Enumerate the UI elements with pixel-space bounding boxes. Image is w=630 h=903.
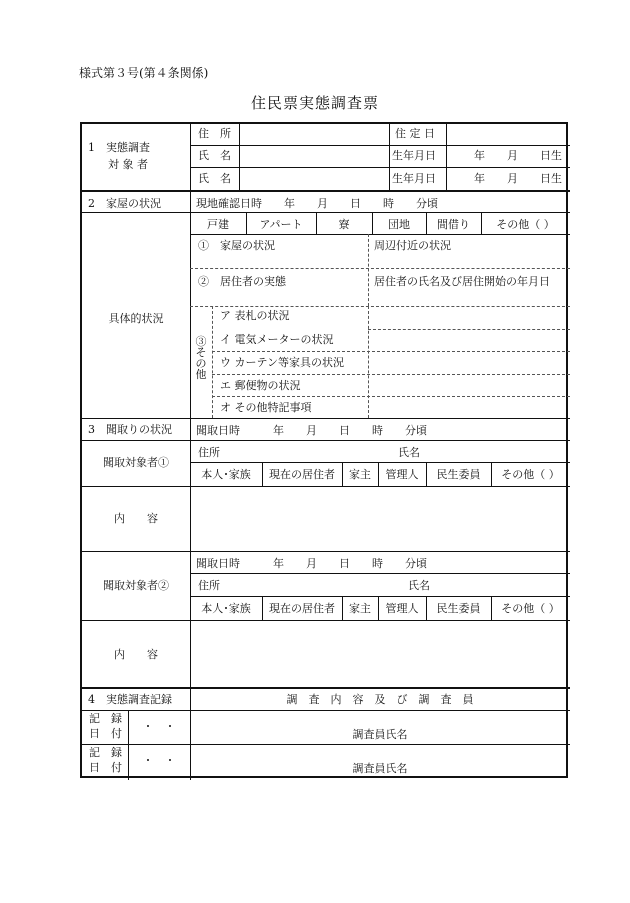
investigator-name-label-1: 調査員氏名	[352, 728, 408, 741]
record-date-2: ・ ・	[142, 754, 176, 767]
relation2-landlord: 家主	[349, 602, 371, 615]
birth-date-ymd-1: 年 月 日生	[474, 149, 562, 162]
other-item-special-notes: オ その他特記事項	[220, 401, 312, 414]
surroundings-label: 周辺付近の状況	[374, 239, 451, 252]
section4-header: 調 査 内 容 及 び 調 査 員	[286, 693, 474, 706]
investigator-name-label-2: 調査員氏名	[352, 762, 408, 775]
section4-title: 4 実態調査記録	[88, 693, 172, 706]
relation1-welfare-commissioner: 民生委員	[436, 468, 481, 481]
interview-target-2-label: 聞取対象者②	[103, 579, 169, 592]
name-label-2: 氏 名	[198, 172, 231, 185]
relation1-current-resident: 現在の居住者	[269, 468, 335, 481]
document-title: 住民票実態調査票	[250, 94, 379, 112]
date-label-1: 日 付	[89, 727, 122, 740]
site-confirmation-datetime: 現地確認日時 年 月 日 時 分頃	[196, 197, 438, 210]
survey-form-table	[80, 122, 568, 778]
house-type-other: その他（ ）	[496, 218, 555, 231]
relation1-landlord: 家主	[349, 468, 371, 481]
house-type-room-rental: 間借り	[437, 218, 470, 231]
interview1-datetime: 聞取日時 年 月 日 時 分頃	[196, 424, 427, 437]
house-type-dormitory: 寮	[338, 218, 350, 231]
date-label-2: 日 付	[89, 761, 122, 774]
house-type-apartment: アパート	[259, 218, 303, 231]
relation2-self-family: 本人･家族	[201, 602, 251, 615]
form-number-label: 様式第３号(第４条関係)	[79, 66, 209, 80]
specific-situation-label: 具体的状況	[108, 312, 164, 325]
other-item-nameplate: ア 表札の状況	[220, 309, 290, 322]
house-condition-label: ① 家屋の状況	[198, 239, 275, 252]
move-in-date-label: 住 定 日	[395, 127, 435, 140]
interview2-address-label: 住所	[198, 579, 220, 592]
record-label-1: 記 録	[89, 712, 122, 725]
relation2-other: その他（ ）	[501, 602, 560, 615]
section3-title: 3 聞取りの状況	[88, 423, 172, 436]
relation1-other: その他（ ）	[501, 468, 560, 481]
house-type-housing-complex: 団地	[388, 218, 410, 231]
section1-title: 1 実態調査	[88, 141, 150, 154]
interview1-content-label: 内 容	[114, 512, 158, 525]
interview2-name-label: 氏名	[408, 579, 430, 592]
name-label-1: 氏 名	[198, 149, 231, 162]
birth-date-label-1: 生年月日	[392, 149, 436, 162]
interview1-address-label: 住所	[198, 446, 220, 459]
birth-date-ymd-2: 年 月 日生	[474, 172, 562, 185]
address-label: 住 所	[198, 127, 231, 140]
section1-subtitle: 対 象 者	[108, 158, 148, 171]
interview2-datetime: 聞取日時 年 月 日 時 分頃	[196, 557, 427, 570]
other-vertical-label: ③その他	[195, 335, 207, 381]
record-date-1: ・ ・	[142, 720, 176, 733]
other-item-electric-meter: イ 電気メーターの状況	[220, 333, 334, 346]
house-type-detached: 戸建	[207, 218, 229, 231]
resident-info-label: 居住者の氏名及び居住開始の年月日	[374, 275, 550, 288]
relation1-manager: 管理人	[385, 468, 419, 481]
other-item-curtains: ウ カーテン等家具の状況	[220, 356, 344, 369]
section2-title: 2 家屋の状況	[88, 197, 161, 210]
interview2-content-label: 内 容	[114, 648, 158, 661]
relation2-manager: 管理人	[385, 602, 419, 615]
other-item-mail: エ 郵便物の状況	[220, 379, 301, 392]
relation1-self-family: 本人･家族	[201, 468, 251, 481]
interview1-name-label: 氏名	[398, 446, 420, 459]
record-label-2: 記 録	[89, 746, 122, 759]
interview-target-1-label: 聞取対象者①	[103, 456, 169, 469]
relation2-welfare-commissioner: 民生委員	[436, 602, 481, 615]
resident-status-label: ② 居住者の実態	[198, 275, 286, 288]
relation2-current-resident: 現在の居住者	[269, 602, 335, 615]
birth-date-label-2: 生年月日	[392, 172, 436, 185]
